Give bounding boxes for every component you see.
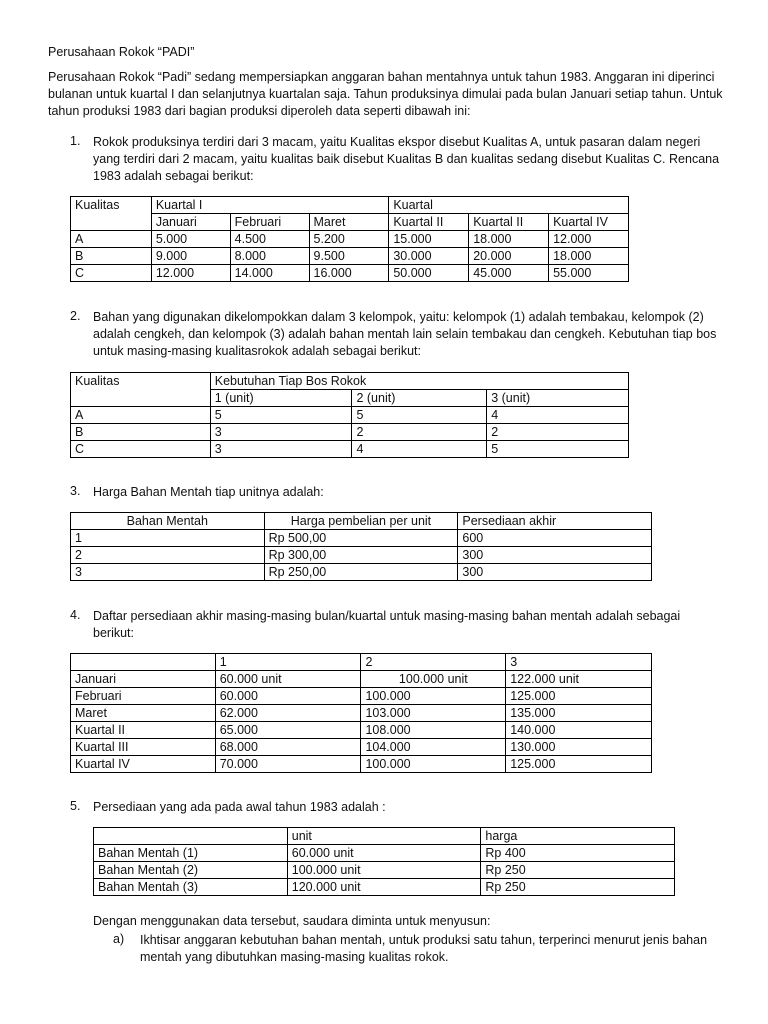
raw-material-price-table [70,512,652,581]
table-cell: 14.000 [230,265,309,282]
table-cell: 103.000 [361,705,506,722]
task-a [113,932,723,966]
table-cell: 135.000 [506,705,652,722]
table-cell: Rp 400 [481,845,675,862]
table-cell: B [71,248,152,265]
header-kualitas: Kualitas [71,373,211,407]
subheader-cell: Kuartal II [389,214,469,231]
table-cell: 15.000 [389,231,469,248]
header-cell: Harga pembelian per unit [264,513,458,530]
table-cell: 45.000 [469,265,549,282]
table-cell: 70.000 [215,756,361,773]
subheader-cell: Kuartal II [469,214,549,231]
table-cell: 12.000 [549,231,629,248]
subheader-cell: Kuartal IV [549,214,629,231]
table-cell: 5 [210,407,352,424]
table-cell: C [71,441,211,458]
table-cell: Kuartal III [71,739,216,756]
table-cell: 104.000 [361,739,506,756]
table-cell: Februari [71,688,216,705]
section-5-text: Persediaan yang ada pada awal tahun 1983 adalah : [93,800,386,814]
table-cell: 125.000 [506,688,652,705]
table-cell: 60.000 unit [287,845,481,862]
table-cell: 2 [71,547,265,564]
table-cell: Maret [71,705,216,722]
table-cell: A [71,407,211,424]
table-cell: 60.000 unit [215,671,361,688]
table-cell: 4.500 [230,231,309,248]
table-row [71,739,652,756]
table-row [71,530,652,547]
material-needs-table [70,372,629,458]
table-cell: 68.000 [215,739,361,756]
table-row [71,407,629,424]
table-cell: 55.000 [549,265,629,282]
table-row [71,564,652,581]
table-row [94,862,675,879]
table-cell: 2 [487,424,629,441]
section-1 [70,134,720,185]
header-cell: unit [287,828,481,845]
subheader-cell: Februari [230,214,309,231]
table-cell: 18.000 [549,248,629,265]
table-cell: Bahan Mentah (1) [94,845,288,862]
table-cell: Rp 500,00 [264,530,458,547]
header-kualitas: Kualitas [71,197,152,231]
table-cell: 3 [210,441,352,458]
header-kuartal-1: Kuartal I [151,197,388,214]
intro-paragraph: Perusahaan Rokok “Padi” sedang mempersiapkan anggaran bahan mentahnya untuk tahun 1983. Anggaran ini diperinci bulanan untuk kuartal I dan selanjutnya kuartalan saja. Tahun produksinya dimulai pada bulan Januari setiap tahun. Untuk tahun produksi 1983 dari bagian produksi diperoleh data seperti dibawah ini: [48,70,723,118]
subheader-cell: 3 (unit) [487,390,629,407]
table-cell: 125.000 [506,756,652,773]
header-cell [71,654,216,671]
header-cell: 2 [361,654,506,671]
table-cell: 12.000 [151,265,230,282]
section-3-text: Harga Bahan Mentah tiap unitnya adalah: [93,485,324,499]
task-a-label: a) [113,932,125,946]
table-row [71,756,652,773]
table-cell: 5 [487,441,629,458]
table-cell: Kuartal IV [71,756,216,773]
table-cell: Rp 250 [481,862,675,879]
table-cell: 16.000 [309,265,389,282]
table-cell: B [71,424,211,441]
header-kuartal: Kuartal [389,197,629,214]
table-cell: 9.500 [309,248,389,265]
table-cell: Rp 250,00 [264,564,458,581]
header-kebutuhan: Kebutuhan Tiap Bos Rokok [210,373,628,390]
section-1-text: Rokok produksinya terdiri dari 3 macam, yaitu Kualitas ekspor disebut Kualitas A, untuk pasaran dalam negeri yang terdiri dari 2 macam, yaitu kualitas baik disebut Kualitas B dan kualitas sedang disebut Kualitas C. Rencana 1983 adalah sebagai berikut: [93,135,720,183]
table-row [71,671,652,688]
table-row [94,845,675,862]
subheader-cell: Januari [151,214,230,231]
table-cell: 4 [352,441,487,458]
table-cell: 300 [458,564,652,581]
table-cell: 3 [210,424,352,441]
section-5 [70,799,720,816]
table-cell: 50.000 [389,265,469,282]
table-cell: 4 [487,407,629,424]
header-cell [94,828,288,845]
header-cell: 1 [215,654,361,671]
table-row [71,547,652,564]
table-cell: 60.000 [215,688,361,705]
production-plan-table [70,196,629,282]
table-cell: 130.000 [506,739,652,756]
table-cell: 100.000 [361,688,506,705]
table-cell: 9.000 [151,248,230,265]
section-4-text: Daftar persediaan akhir masing-masing bulan/kuartal untuk masing-masing bahan mentah adalah sebagai berikut: [93,609,681,640]
table-cell: 140.000 [506,722,652,739]
table-row [71,231,629,248]
table-row [71,705,652,722]
subheader-cell: 1 (unit) [210,390,352,407]
section-2-number: 2. [70,309,81,323]
table-cell: 300 [458,547,652,564]
table-cell: 600 [458,530,652,547]
table-cell: 120.000 unit [287,879,481,896]
section-2 [70,309,720,360]
section-4-number: 4. [70,608,81,622]
table-cell: 5 [352,407,487,424]
header-cell: Persediaan akhir [458,513,652,530]
ending-inventory-table [70,653,652,773]
table-cell: 62.000 [215,705,361,722]
table-cell: Rp 250 [481,879,675,896]
subheader-cell: 2 (unit) [352,390,487,407]
section-3-number: 3. [70,484,81,498]
table-row [94,879,675,896]
table-row [71,688,652,705]
table-cell: 100.000 unit [361,671,506,688]
table-cell: 108.000 [361,722,506,739]
page-title: Perusahaan Rokok “PADI” [48,45,195,59]
table-cell: 5.200 [309,231,389,248]
table-row [71,441,629,458]
table-cell: 20.000 [469,248,549,265]
table-cell: Kuartal II [71,722,216,739]
table-cell: C [71,265,152,282]
section-5-number: 5. [70,799,81,813]
header-cell: 3 [506,654,652,671]
table-row [71,248,629,265]
task-a-text: Ikhtisar anggaran kebutuhan bahan mentah, untuk produksi satu tahun, terperinci menurut jenis bahan mentah yang dibutuhkan masing-masing kualitas rokok. [140,933,708,964]
table-cell: Januari [71,671,216,688]
section-4 [70,608,720,642]
section-3 [70,484,720,501]
opening-inventory-table [93,827,675,896]
table-cell: 100.000 unit [287,862,481,879]
table-cell: 100.000 [361,756,506,773]
subheader-cell: Maret [309,214,389,231]
table-cell: 18.000 [469,231,549,248]
closing-instruction: Dengan menggunakan data tersebut, saudara diminta untuk menyusun: [93,914,491,928]
table-row [71,265,629,282]
table-cell: 3 [71,564,265,581]
table-cell: 2 [352,424,487,441]
table-cell: 65.000 [215,722,361,739]
section-1-number: 1. [70,134,81,148]
table-cell: Bahan Mentah (3) [94,879,288,896]
table-cell: Bahan Mentah (2) [94,862,288,879]
header-cell: harga [481,828,675,845]
table-cell: 122.000 unit [506,671,652,688]
table-cell: A [71,231,152,248]
table-cell: 30.000 [389,248,469,265]
table-cell: 5.000 [151,231,230,248]
header-cell: Bahan Mentah [71,513,265,530]
table-row [71,424,629,441]
table-cell: 1 [71,530,265,547]
section-2-text: Bahan yang digunakan dikelompokkan dalam 3 kelompok, yaitu: kelompok (1) adalah tembakau, kelompok (2) adalah cengkeh, dan kelompok (3) adalah bahan mentah lain selain tembakau dan cengkeh. Kebutuhan tiap bos untuk masing-masing kualitasrokok adalah sebagai berikut: [93,310,717,358]
table-cell: Rp 300,00 [264,547,458,564]
table-row [71,722,652,739]
table-cell: 8.000 [230,248,309,265]
